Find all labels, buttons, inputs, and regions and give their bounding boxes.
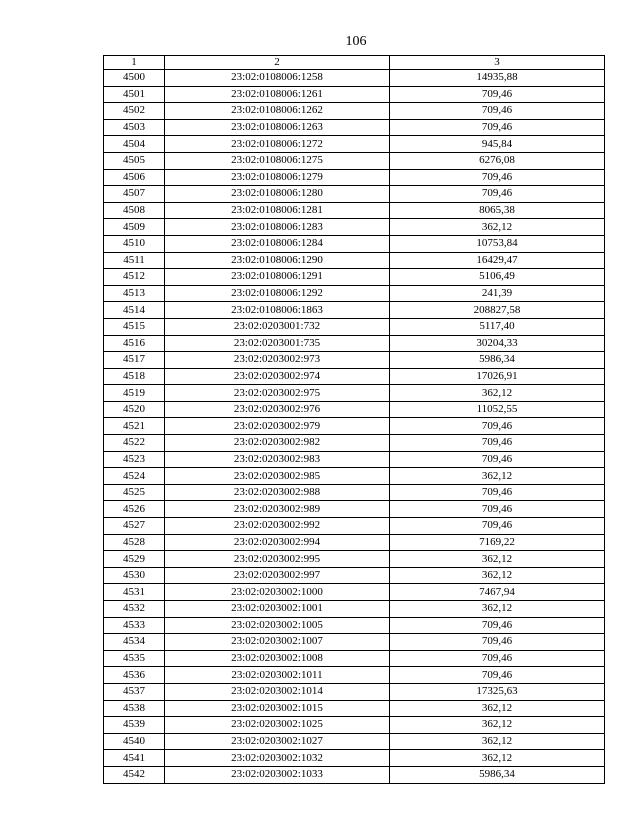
cadastral-number-cell: 23:02:0108006:1281 bbox=[165, 202, 390, 219]
table-row bbox=[104, 667, 605, 684]
cadastral-number-cell: 23:02:0203002:1008 bbox=[165, 650, 390, 667]
cadastral-number-cell: 23:02:0203002:1000 bbox=[165, 584, 390, 601]
cadastral-number-cell: 23:02:0108006:1292 bbox=[165, 285, 390, 302]
row-number-cell: 4519 bbox=[104, 385, 165, 402]
value-cell: 8065,38 bbox=[390, 202, 605, 219]
row-number-cell: 4540 bbox=[104, 733, 165, 750]
page-number: 106 bbox=[345, 34, 367, 49]
value-cell: 16429,47 bbox=[390, 252, 605, 269]
value-cell: 17325,63 bbox=[390, 683, 605, 700]
table-row bbox=[104, 335, 605, 352]
value-cell: 709,46 bbox=[390, 103, 605, 120]
value-cell: 208827,58 bbox=[390, 302, 605, 319]
row-number-cell: 4507 bbox=[104, 186, 165, 203]
row-number-cell: 4509 bbox=[104, 219, 165, 236]
cadastral-number-cell: 23:02:0108006:1290 bbox=[165, 252, 390, 269]
table-row bbox=[104, 451, 605, 468]
row-number-cell: 4515 bbox=[104, 318, 165, 335]
cadastral-number-cell: 23:02:0108006:1863 bbox=[165, 302, 390, 319]
cadastral-number-cell: 23:02:0108006:1272 bbox=[165, 136, 390, 153]
table-row bbox=[104, 484, 605, 501]
row-number-cell: 4528 bbox=[104, 534, 165, 551]
cadastral-number-cell: 23:02:0203002:997 bbox=[165, 567, 390, 584]
row-number-cell: 4506 bbox=[104, 169, 165, 186]
row-number-cell: 4542 bbox=[104, 766, 165, 783]
cadastral-number-cell: 23:02:0203002:992 bbox=[165, 518, 390, 535]
table-row bbox=[104, 435, 605, 452]
value-cell: 5986,34 bbox=[390, 352, 605, 369]
row-number-cell: 4512 bbox=[104, 269, 165, 286]
cadastral-number-cell: 23:02:0203002:979 bbox=[165, 418, 390, 435]
value-cell: 362,12 bbox=[390, 219, 605, 236]
cadastral-number-cell: 23:02:0108006:1258 bbox=[165, 70, 390, 87]
value-cell: 11052,55 bbox=[390, 401, 605, 418]
value-cell: 709,46 bbox=[390, 501, 605, 518]
table-row bbox=[104, 86, 605, 103]
table-row bbox=[104, 617, 605, 634]
table-row bbox=[104, 750, 605, 767]
table-row bbox=[104, 219, 605, 236]
row-number-cell: 4502 bbox=[104, 103, 165, 120]
value-cell: 5106,49 bbox=[390, 269, 605, 286]
cadastral-number-cell: 23:02:0108006:1263 bbox=[165, 119, 390, 136]
row-number-cell: 4536 bbox=[104, 667, 165, 684]
table-row bbox=[104, 119, 605, 136]
cadastral-number-cell: 23:02:0203002:1032 bbox=[165, 750, 390, 767]
cadastral-number-cell: 23:02:0203002:1027 bbox=[165, 733, 390, 750]
row-number-cell: 4530 bbox=[104, 567, 165, 584]
cadastral-number-cell: 23:02:0108006:1284 bbox=[165, 235, 390, 252]
table-row bbox=[104, 418, 605, 435]
cadastral-number-cell: 23:02:0108006:1283 bbox=[165, 219, 390, 236]
cadastral-number-cell: 23:02:0203002:973 bbox=[165, 352, 390, 369]
cadastral-number-cell: 23:02:0203002:985 bbox=[165, 468, 390, 485]
row-number-cell: 4520 bbox=[104, 401, 165, 418]
value-cell: 30204,33 bbox=[390, 335, 605, 352]
column-header-3: 3 bbox=[390, 56, 605, 70]
table-row bbox=[104, 766, 605, 783]
value-cell: 709,46 bbox=[390, 186, 605, 203]
value-cell: 709,46 bbox=[390, 667, 605, 684]
cadastral-number-cell: 23:02:0203002:1025 bbox=[165, 717, 390, 734]
row-number-cell: 4508 bbox=[104, 202, 165, 219]
value-cell: 362,12 bbox=[390, 750, 605, 767]
table-row bbox=[104, 368, 605, 385]
row-number-cell: 4505 bbox=[104, 152, 165, 169]
value-cell: 709,46 bbox=[390, 484, 605, 501]
row-number-cell: 4500 bbox=[104, 70, 165, 87]
value-cell: 362,12 bbox=[390, 601, 605, 618]
value-cell: 17026,91 bbox=[390, 368, 605, 385]
row-number-cell: 4527 bbox=[104, 518, 165, 535]
table-row bbox=[104, 650, 605, 667]
cadastral-number-cell: 23:02:0203001:732 bbox=[165, 318, 390, 335]
cadastral-number-cell: 23:02:0203001:735 bbox=[165, 335, 390, 352]
row-number-cell: 4516 bbox=[104, 335, 165, 352]
row-number-cell: 4504 bbox=[104, 136, 165, 153]
table-row bbox=[104, 70, 605, 87]
table-row bbox=[104, 584, 605, 601]
cadastral-number-cell: 23:02:0203002:988 bbox=[165, 484, 390, 501]
table-row bbox=[104, 385, 605, 402]
value-cell: 709,46 bbox=[390, 119, 605, 136]
row-number-cell: 4518 bbox=[104, 368, 165, 385]
table-row bbox=[104, 717, 605, 734]
cadastral-number-cell: 23:02:0108006:1280 bbox=[165, 186, 390, 203]
table-row bbox=[104, 285, 605, 302]
value-cell: 709,46 bbox=[390, 418, 605, 435]
row-number-cell: 4517 bbox=[104, 352, 165, 369]
value-cell: 14935,88 bbox=[390, 70, 605, 87]
table-row bbox=[104, 567, 605, 584]
value-cell: 709,46 bbox=[390, 617, 605, 634]
cadastral-number-cell: 23:02:0108006:1261 bbox=[165, 86, 390, 103]
value-cell: 945,84 bbox=[390, 136, 605, 153]
row-number-cell: 4533 bbox=[104, 617, 165, 634]
table-row bbox=[104, 252, 605, 269]
cadastral-number-cell: 23:02:0203002:1005 bbox=[165, 617, 390, 634]
table-row bbox=[104, 103, 605, 120]
value-cell: 709,46 bbox=[390, 650, 605, 667]
value-cell: 362,12 bbox=[390, 700, 605, 717]
value-cell: 362,12 bbox=[390, 385, 605, 402]
cadastral-number-cell: 23:02:0203002:1011 bbox=[165, 667, 390, 684]
value-cell: 709,46 bbox=[390, 451, 605, 468]
table-row bbox=[104, 401, 605, 418]
cadastral-number-cell: 23:02:0203002:995 bbox=[165, 551, 390, 568]
cadastral-number-cell: 23:02:0203002:983 bbox=[165, 451, 390, 468]
table-row bbox=[104, 352, 605, 369]
row-number-cell: 4532 bbox=[104, 601, 165, 618]
column-header-1: 1 bbox=[104, 56, 165, 70]
value-cell: 709,46 bbox=[390, 634, 605, 651]
table-row bbox=[104, 534, 605, 551]
value-cell: 10753,84 bbox=[390, 235, 605, 252]
table-row bbox=[104, 318, 605, 335]
cadastral-number-cell: 23:02:0203002:1007 bbox=[165, 634, 390, 651]
cadastral-number-cell: 23:02:0203002:976 bbox=[165, 401, 390, 418]
row-number-cell: 4511 bbox=[104, 252, 165, 269]
table-row bbox=[104, 169, 605, 186]
table-row bbox=[104, 302, 605, 319]
row-number-cell: 4538 bbox=[104, 700, 165, 717]
value-cell: 7467,94 bbox=[390, 584, 605, 601]
cadastral-number-cell: 23:02:0203002:1015 bbox=[165, 700, 390, 717]
row-number-cell: 4513 bbox=[104, 285, 165, 302]
cadastral-number-cell: 23:02:0203002:989 bbox=[165, 501, 390, 518]
column-header-2: 2 bbox=[165, 56, 390, 70]
row-number-cell: 4535 bbox=[104, 650, 165, 667]
value-cell: 709,46 bbox=[390, 435, 605, 452]
table-row bbox=[104, 136, 605, 153]
table-row bbox=[104, 152, 605, 169]
value-cell: 362,12 bbox=[390, 468, 605, 485]
cadastral-number-cell: 23:02:0108006:1262 bbox=[165, 103, 390, 120]
table-row bbox=[104, 634, 605, 651]
value-cell: 5117,40 bbox=[390, 318, 605, 335]
row-number-cell: 4537 bbox=[104, 683, 165, 700]
value-cell: 6276,08 bbox=[390, 152, 605, 169]
table-row bbox=[104, 700, 605, 717]
value-cell: 362,12 bbox=[390, 733, 605, 750]
table-row bbox=[104, 202, 605, 219]
cadastral-number-cell: 23:02:0108006:1279 bbox=[165, 169, 390, 186]
cadastral-number-cell: 23:02:0203002:1014 bbox=[165, 683, 390, 700]
value-cell: 241,39 bbox=[390, 285, 605, 302]
row-number-cell: 4534 bbox=[104, 634, 165, 651]
table-row bbox=[104, 551, 605, 568]
table-row bbox=[104, 501, 605, 518]
cadastral-number-cell: 23:02:0108006:1291 bbox=[165, 269, 390, 286]
row-number-cell: 4503 bbox=[104, 119, 165, 136]
cadastral-number-cell: 23:02:0203002:982 bbox=[165, 435, 390, 452]
value-cell: 362,12 bbox=[390, 717, 605, 734]
cadastral-number-cell: 23:02:0108006:1275 bbox=[165, 152, 390, 169]
row-number-cell: 4531 bbox=[104, 584, 165, 601]
table-row bbox=[104, 601, 605, 618]
row-number-cell: 4521 bbox=[104, 418, 165, 435]
row-number-cell: 4529 bbox=[104, 551, 165, 568]
row-number-cell: 4526 bbox=[104, 501, 165, 518]
table-row bbox=[104, 518, 605, 535]
table-row bbox=[104, 235, 605, 252]
value-cell: 5986,34 bbox=[390, 766, 605, 783]
row-number-cell: 4514 bbox=[104, 302, 165, 319]
table-row bbox=[104, 468, 605, 485]
row-number-cell: 4525 bbox=[104, 484, 165, 501]
cadastral-number-cell: 23:02:0203002:975 bbox=[165, 385, 390, 402]
table-row bbox=[104, 186, 605, 203]
row-number-cell: 4541 bbox=[104, 750, 165, 767]
cadastral-number-cell: 23:02:0203002:1033 bbox=[165, 766, 390, 783]
table-body bbox=[104, 70, 605, 784]
table-row bbox=[104, 733, 605, 750]
value-cell: 362,12 bbox=[390, 551, 605, 568]
column-number-row bbox=[104, 56, 605, 70]
cadastral-number-cell: 23:02:0203002:1001 bbox=[165, 601, 390, 618]
row-number-cell: 4524 bbox=[104, 468, 165, 485]
table-row bbox=[104, 269, 605, 286]
cadastral-table bbox=[103, 55, 605, 784]
row-number-cell: 4523 bbox=[104, 451, 165, 468]
value-cell: 7169,22 bbox=[390, 534, 605, 551]
row-number-cell: 4501 bbox=[104, 86, 165, 103]
value-cell: 362,12 bbox=[390, 567, 605, 584]
value-cell: 709,46 bbox=[390, 169, 605, 186]
table-row bbox=[104, 683, 605, 700]
cadastral-number-cell: 23:02:0203002:974 bbox=[165, 368, 390, 385]
row-number-cell: 4510 bbox=[104, 235, 165, 252]
cadastral-number-cell: 23:02:0203002:994 bbox=[165, 534, 390, 551]
row-number-cell: 4522 bbox=[104, 435, 165, 452]
value-cell: 709,46 bbox=[390, 518, 605, 535]
value-cell: 709,46 bbox=[390, 86, 605, 103]
row-number-cell: 4539 bbox=[104, 717, 165, 734]
